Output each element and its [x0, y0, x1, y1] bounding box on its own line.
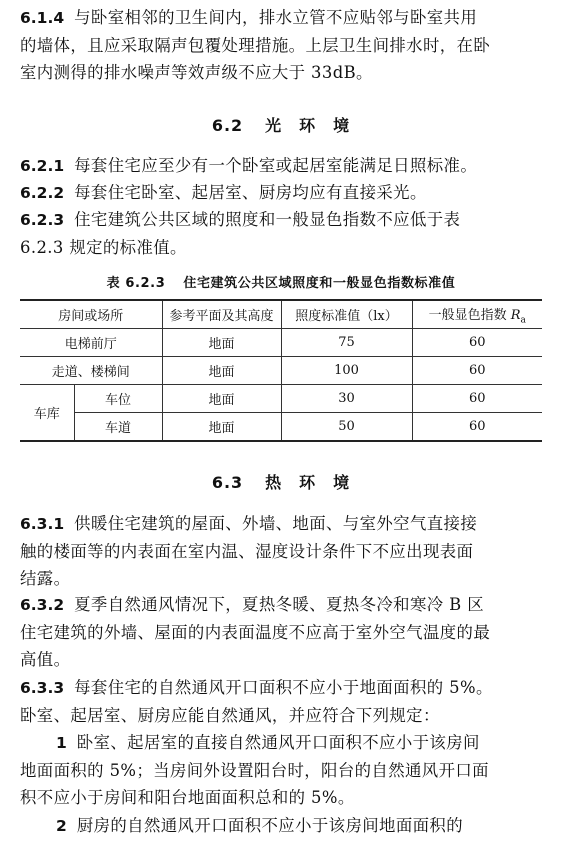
- cell-lux: 75: [281, 329, 412, 357]
- table-caption-text: 住宅建筑公共区域照度和一般显色指数标准值: [183, 276, 456, 291]
- illuminance-standard-table: [20, 299, 542, 442]
- cell-room: 电梯前厅: [20, 329, 162, 357]
- cell-ra: 60: [412, 385, 542, 413]
- table-row: [20, 329, 542, 357]
- clause-number: 6.3.2: [20, 596, 65, 614]
- list-item-2: 2 厨房的自然通风开口面积不应小于该房间地面面积的: [56, 816, 463, 835]
- section-title: 光 环 境: [265, 116, 351, 135]
- cell-lux: 100: [281, 357, 412, 385]
- clause-number: 6.2.1: [20, 157, 65, 175]
- clause-number: 6.3.3: [20, 679, 65, 697]
- clause-number: 6.2.2: [20, 184, 65, 202]
- cell-plane: 地面: [162, 357, 281, 385]
- cell-room-sub: 车道: [74, 413, 162, 442]
- clause-6-2-2: 6.2.2 每套住宅卧室、起居室、厨房均应有直接采光。: [20, 183, 427, 202]
- table-row: [20, 413, 542, 442]
- clause-6-2-3: 6.2.3 住宅建筑公共区域的照度和一般显色指数不应低于表 6.2.3 规定的标准值。: [20, 210, 461, 257]
- table-caption: [0, 272, 562, 291]
- cell-ra: 60: [412, 413, 542, 442]
- cell-lux: 50: [281, 413, 412, 442]
- cell-plane: 地面: [162, 413, 281, 442]
- clause-number: 6.3.1: [20, 515, 65, 533]
- table-row: [20, 385, 542, 413]
- list-item-number: 2: [56, 817, 67, 835]
- clause-line: 6.1.4 与卧室相邻的卫生间内，排水立管不应贴邻与卧室共用: [20, 8, 478, 27]
- header-room: 房间或场所: [20, 300, 162, 329]
- list-item-number: 1: [56, 734, 67, 752]
- clause-6-3-2: 6.3.2 夏季自然通风情况下，夏热冬暖、夏热冬冷和寒冷 B 区 住宅建筑的外墙、屋面的内表面温度不应高于室外空气温度的最 高值。: [20, 595, 491, 669]
- table-header-row: [20, 300, 542, 329]
- cell-room-group: 车库: [20, 385, 74, 442]
- cell-lux: 30: [281, 385, 412, 413]
- clause-line: 室内测得的排水噪声等效声级不应大于 33dB。: [20, 63, 373, 82]
- header-plane: 参考平面及其高度: [162, 300, 281, 329]
- list-item-1: 1 卧室、起居室的直接自然通风开口面积不应小于该房间 地面面积的 5%；当房间外设置阳台时，阳台的自然通风开口面 积不应小于房间和阳台地面面积总和的 5%。: [20, 733, 489, 807]
- table-row: [20, 357, 542, 385]
- cell-ra: 60: [412, 357, 542, 385]
- cell-plane: 地面: [162, 385, 281, 413]
- clause-6-3-1: 6.3.1 供暖住宅建筑的屋面、外墙、地面、与室外空气直接接 触的楼面等的内表面在室内温、湿度设计条件下不应出现表面 结露。: [20, 514, 478, 588]
- table-number: 表 6.2.3: [106, 276, 166, 291]
- clause-6-3-3: 6.3.3 每套住宅的自然通风开口面积不应小于地面面积的 5%。 卧室、起居室、厨房应能自然通风，并应符合下列规定：: [20, 678, 493, 725]
- section-heading-6-2: [0, 113, 562, 136]
- section-title: 热 环 境: [265, 473, 351, 492]
- section-heading-6-3: [0, 470, 562, 493]
- clause-6-2-1: 6.2.1 每套住宅应至少有一个卧室或起居室能满足日照标准。: [20, 156, 478, 175]
- section-number: 6.2: [211, 116, 244, 135]
- cell-plane: 地面: [162, 329, 281, 357]
- clause-6-1-4: [20, 4, 540, 86]
- header-ra: 一般显色指数 $R_a$: [412, 300, 542, 329]
- header-lux: 照度标准值（lx）: [281, 300, 412, 329]
- clause-line: 的墙体，且应采取隔声包覆处理措施。上层卫生间排水时，在卧: [20, 36, 491, 55]
- clause-number: 6.2.3: [20, 211, 65, 229]
- cell-room-sub: 车位: [74, 385, 162, 413]
- section-number: 6.3: [211, 473, 244, 492]
- cell-ra: 60: [412, 329, 542, 357]
- cell-room: 走道、楼梯间: [20, 357, 162, 385]
- clause-number: 6.1.4: [20, 9, 65, 27]
